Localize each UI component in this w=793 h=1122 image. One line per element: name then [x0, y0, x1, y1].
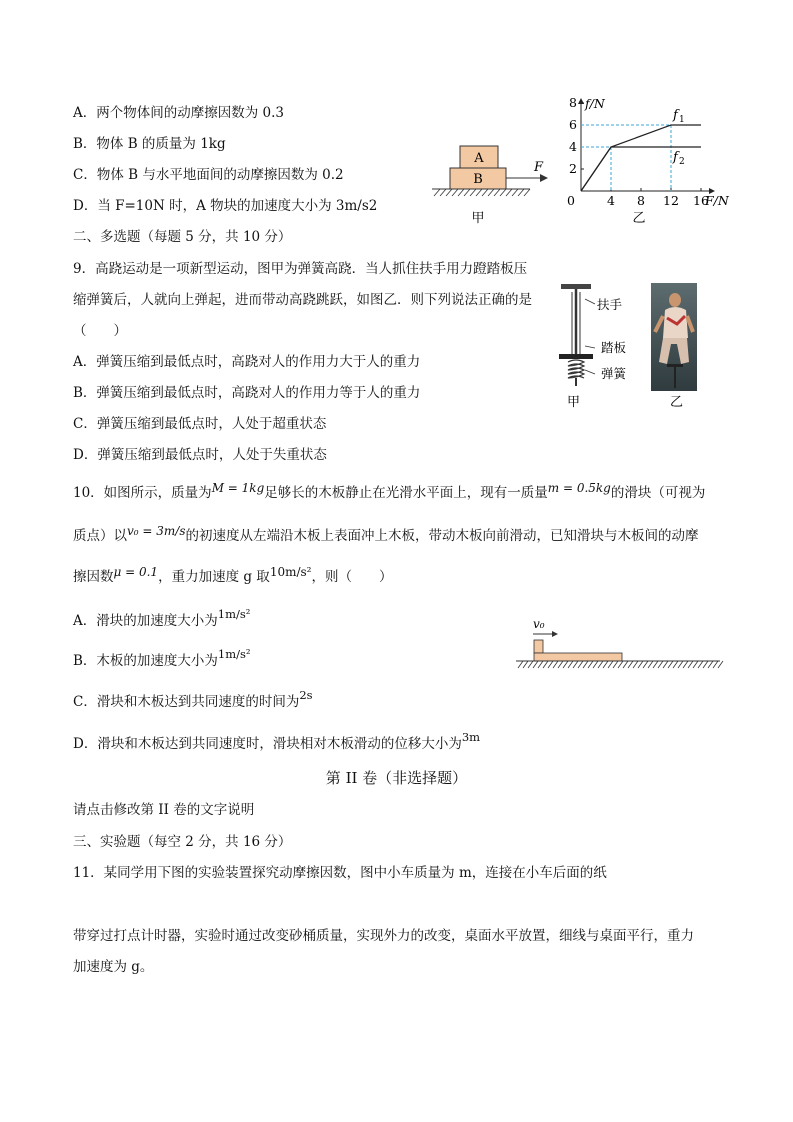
- q10-stem-line2: [73, 524, 699, 545]
- series-sub-f2: 2: [679, 157, 685, 167]
- part2-note[interactable]: 请点击修改第 II 卷的文字说明: [73, 802, 255, 818]
- x-tick-label: 4: [607, 193, 615, 208]
- chart-caption: 乙: [632, 211, 646, 226]
- section3-title: 三、实验题（每空 2 分，共 16 分）: [73, 834, 292, 850]
- y-tick-label: 6: [569, 117, 577, 132]
- q9-option-c: C．弹簧压缩到最低点时，人处于超重状态: [73, 416, 327, 432]
- floor-hatch: [518, 661, 723, 668]
- q10-option-text: B．木板的加速度大小为: [73, 653, 218, 669]
- x-tick-label: 16: [693, 193, 709, 208]
- velocity-label: v₀: [533, 617, 545, 631]
- q10-mass-M: M = 1kg: [211, 481, 265, 495]
- y-tick-label: 2: [569, 161, 577, 176]
- q8-block-figure: [428, 142, 552, 232]
- q10-stem-part: 10．如图所示，质量为: [73, 485, 212, 501]
- q10-mass-m: m = 0.5kg: [547, 481, 611, 495]
- q10-stem-line1: [73, 481, 706, 502]
- q10-board-figure: [514, 614, 724, 674]
- q9-stem-line1: 9．高跷运动是一项新型运动，图甲为弹簧高跷．当人抓住扶手用力蹬踏板压: [73, 261, 528, 277]
- part2-title: 第 II 卷（非选择题）: [325, 769, 468, 787]
- q10-option-text: C．滑块和木板达到共同速度的时间为: [73, 694, 300, 710]
- q10-option-text: A．滑块的加速度大小为: [73, 613, 218, 629]
- pogo-handle: [561, 284, 591, 289]
- q10-stem-part: ，重力加速度 g 取: [158, 569, 270, 585]
- q9-stem-line3: （ ）: [73, 323, 127, 339]
- q10-friction-coefficient: μ = 0.1: [113, 565, 159, 579]
- x-tick-label: 8: [637, 193, 645, 208]
- q10-option-a: [73, 607, 251, 630]
- pogo-caption-jia: 甲: [567, 395, 581, 410]
- q10-option-d: [73, 730, 481, 753]
- fig-jia-caption: 甲: [471, 211, 485, 226]
- jumper-caption-yi: 乙: [670, 395, 684, 410]
- q10-option-c: [73, 688, 313, 711]
- q9-option-d: D．弹簧压缩到最低点时，人处于失重状态: [73, 447, 327, 463]
- force-label: F: [534, 160, 544, 175]
- q10-option-b: [73, 647, 251, 670]
- x-tick-label: 0: [567, 193, 575, 208]
- y-tick-label: 4: [569, 139, 577, 154]
- q8-option-d: D．当 F=10N 时，A 物块的加速度大小为 3m/s2: [73, 198, 378, 214]
- q11-line2: 带穿过打点计时器，实验时通过改变砂桶质量，实现外力的改变，桌面水平放置，细线与桌面平行，重力: [73, 928, 694, 944]
- series-label-f2: f: [673, 150, 678, 165]
- q10-gravity-value: 10m/s²: [269, 565, 312, 579]
- y-tick-label: 8: [569, 95, 577, 110]
- series-label-f1: f: [673, 108, 678, 123]
- pogo-spring-label: 弹簧: [601, 366, 627, 381]
- q10-stem-part: 的滑块（可视为: [610, 485, 706, 501]
- q9-pogo-figure: [555, 278, 715, 413]
- q9-option-b: B．弹簧压缩到最低点时，高跷对人的作用力等于人的重力: [73, 385, 421, 401]
- q8-friction-chart: [560, 92, 729, 228]
- q10-option-value: 2s: [299, 688, 313, 702]
- y-axis-label: f/N: [585, 96, 605, 111]
- q9-option-a: A．弹簧压缩到最低点时，高跷对人的作用力大于人的重力: [73, 354, 421, 370]
- x-tick-label: 12: [663, 193, 679, 208]
- q8-option-c: C．物体 B 与水平地面间的动摩擦因数为 0.2: [73, 167, 344, 183]
- q8-option-b: B．物体 B 的质量为 1kg: [73, 136, 226, 152]
- series-sub-f1: 1: [679, 115, 685, 125]
- series-f2: [581, 147, 701, 191]
- block-b-label: B: [473, 172, 483, 187]
- q10-initial-velocity: v₀ = 3m/s: [127, 524, 186, 538]
- slider-block: [534, 640, 543, 653]
- q9-stem-line2: 缩弹簧后，人就向上弹起，进而带动高跷跳跃，如图乙．则下列说法正确的是: [73, 292, 532, 308]
- q10-option-value: 1m/s²: [217, 607, 251, 621]
- q10-stem-part: 质点）以: [73, 528, 127, 544]
- q10-stem-part: 的初速度从左端沿木板上表面冲上木板，带动木板向前滑动，已知滑块与木板间的动摩: [185, 528, 699, 544]
- x-axis-label: F/N: [705, 193, 729, 208]
- section2-title: 二、多选题（每题 5 分，共 10 分）: [73, 229, 292, 245]
- q10-stem-part: 足够长的木板静止在光滑水平面上，现有一质量: [264, 485, 548, 501]
- q10-stem-line3: [73, 565, 393, 586]
- pogo-handle-label: 扶手: [597, 297, 623, 312]
- q11-line3: 加速度为 g。: [73, 959, 154, 975]
- q8-option-a: A．两个物体间的动摩擦因数为 0.3: [73, 105, 285, 121]
- q10-option-value: 1m/s²: [217, 647, 251, 661]
- q10-option-text: D．滑块和木板达到共同速度时，滑块相对木板滑动的位移大小为: [73, 736, 462, 752]
- pogo-spring: [568, 360, 584, 378]
- wooden-board: [534, 653, 622, 661]
- q10-stem-part: ，则（ ）: [311, 569, 393, 585]
- q10-option-value: 3m: [461, 730, 481, 744]
- ground-hatch: [434, 189, 530, 196]
- pogo-pedal: [559, 354, 593, 359]
- q10-stem-part: 擦因数: [73, 569, 114, 585]
- q11-line1: 11．某同学用下图的实验装置探究动摩擦因数，图中小车质量为 m，连接在小车后面的纸: [73, 865, 607, 881]
- pogo-pedal-label: 踏板: [601, 340, 627, 355]
- jumper-photo: [651, 283, 697, 391]
- block-a-label: A: [474, 151, 484, 166]
